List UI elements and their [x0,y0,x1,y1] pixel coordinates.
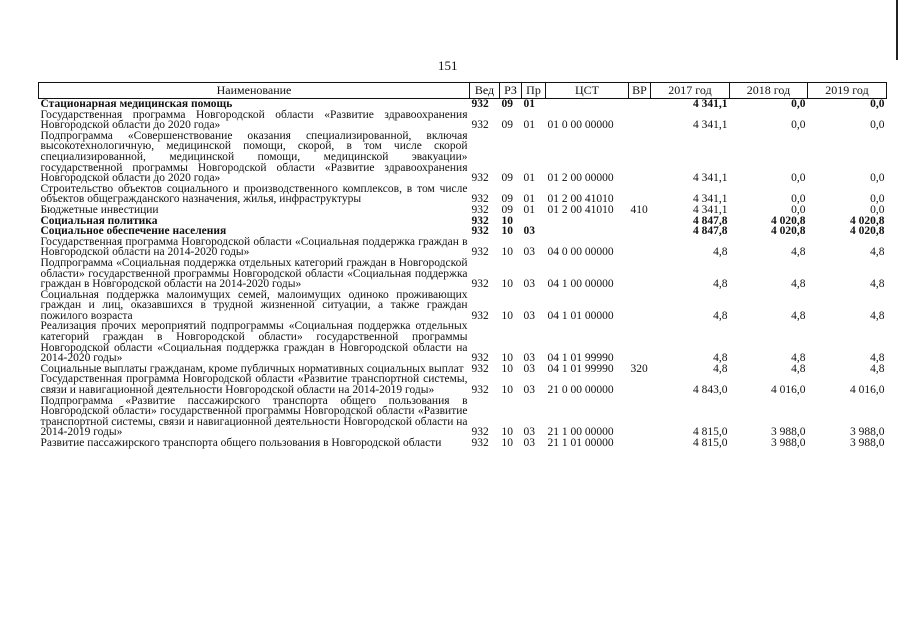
header-pr: Пр [522,83,546,99]
row-pr: 03 [523,278,535,291]
row-2017: 4,8 [713,309,728,322]
row-rz: 10 [501,437,513,449]
row-rz: 10 [501,426,513,439]
row-vr: 320 [630,362,648,375]
row-pr: 01 [523,172,535,185]
row-pr: 03 [523,437,535,449]
row-2019: 4 016,0 [850,384,885,397]
row-vr [629,290,651,322]
row-2019: 4,8 [870,246,885,259]
row-2019: 4,8 [870,278,885,291]
table-row [39,396,887,438]
row-vr [629,226,651,237]
row-cst: 21 1 00 00000 [547,426,614,439]
row-2017: 4 815,0 [693,426,728,439]
table-row [39,290,887,322]
row-2018: 3 988,0 [771,437,806,449]
page-number: 151 [438,58,458,73]
row-cst: 01 2 00 00000 [547,172,614,185]
header-cst: ЦСТ [546,83,629,99]
row-vr [629,258,651,290]
row-vr [629,184,651,205]
row-name: Строительство объектов социального и производственного комплексов, в том числе объектов общегражданского назначения, жилья, инфраструктуры [40,182,468,206]
row-name: Подпрограмма «Социальная поддержка отдельных категорий граждан в Новгородской области» государственной программы Новгородской области «Социальная поддержка граждан в Новгородской области на 2014-2020 годы» [40,256,468,291]
row-name: Реализация прочих мероприятий подпрограммы «Социальная поддержка отдельных категорий граждан в Новгородской области» государственной программы Новгородской области «Социальная поддержка граждан в Новгородской области на 2014-2020 годы» [40,320,468,365]
row-2018: 4,8 [791,362,806,375]
row-2018: 4,8 [791,352,806,365]
row-rz: 09 [501,172,513,185]
row-cst: 21 1 01 00000 [547,437,614,449]
row-cst: 01 2 00 41010 [547,193,614,206]
row-rz: 10 [501,214,513,227]
row-name: Подпрограмма «Совершенствование оказания специализированной, включая высокотехнологичную, медицинской помощи, скорой, в том числе скорой специализированной, медицинской помощи, медицинской эвакуации» государственной программы Новгородской области «Развитие здравоохранения Новгородской области до 2020 года» [40,129,468,185]
row-ved: 932 [471,172,489,185]
row-cst: 01 2 00 41010 [547,203,614,216]
row-cst: 04 1 01 00000 [547,309,614,322]
row-2018: 4,8 [791,246,806,259]
row-2017: 4 847,8 [693,214,728,227]
row-name: Государственная программа Новгородской области «Развитие здравоохранения Новгородской области до 2020 года» [40,108,468,132]
row-pr: 01 [523,193,535,206]
row-rz: 10 [501,225,513,238]
row-rz: 10 [501,362,513,375]
row-2018: 0,0 [791,98,806,110]
row-2019: 3 988,0 [850,426,885,439]
header-rz: РЗ [500,83,522,99]
row-pr: 01 [523,98,535,110]
row-2019: 4,8 [870,362,885,375]
table-row [39,321,887,363]
table-row [39,237,887,258]
row-rz: 09 [501,119,513,132]
row-vr [629,131,651,184]
row-name: Подпрограмма «Развитие пассажирского транспорта общего пользования в Новгородской области» государственной программы Новгородской области «Развитие транспортной системы, связи и навигационной деятельности Новгородской области на 2014-2019 годы» [40,394,468,439]
row-cst [546,216,629,227]
row-2018: 4,8 [791,278,806,291]
row-2017: 4 843,0 [693,384,728,397]
row-2018: 0,0 [791,203,806,216]
row-pr: 03 [523,352,535,365]
table-row [39,374,887,395]
row-2018: 0,0 [791,193,806,206]
row-2017: 4,8 [713,362,728,375]
header-ved: Вед [470,83,500,99]
row-2019: 4 020,8 [850,225,885,238]
row-2017: 4,8 [713,246,728,259]
row-cst: 01 0 00 00000 [547,119,614,132]
header-2018: 2018 год [730,83,808,99]
header-2017: 2017 год [651,83,730,99]
row-name: Развитие пассажирского транспорта общего пользования в Новгородской области [40,437,442,449]
row-rz: 09 [501,203,513,216]
header-2019: 2019 год [808,83,887,99]
row-2017: 4 815,0 [693,437,728,449]
row-2018: 3 988,0 [771,426,806,439]
row-2018: 4 020,8 [771,225,806,238]
table-row [39,99,887,110]
row-name: Социальные выплаты гражданам, кроме публичных нормативных социальных выплат [40,362,464,375]
table-row [39,131,887,184]
row-pr: 01 [523,119,535,132]
row-rz: 09 [501,193,513,206]
row-rz: 10 [501,384,513,397]
row-rz: 10 [501,352,513,365]
row-cst: 04 1 01 99990 [547,362,614,375]
row-ved: 932 [471,119,489,132]
budget-table [38,82,887,449]
row-2017: 4 341,1 [693,172,728,185]
row-vr [629,216,651,227]
row-2019: 4,8 [870,309,885,322]
row-2019: 0,0 [870,172,885,185]
row-pr: 01 [523,203,535,216]
row-ved: 932 [471,437,489,449]
row-ved: 932 [471,384,489,397]
row-rz: 09 [501,98,513,110]
row-ved: 932 [471,214,489,227]
row-2019: 0,0 [870,203,885,216]
row-2017: 4 341,1 [693,98,728,110]
margin-rule [896,0,898,60]
row-vr: 410 [630,203,648,216]
row-name: Бюджетные инвестиции [40,203,159,216]
row-pr: 03 [523,362,535,375]
row-ved: 932 [471,246,489,259]
row-2019: 0,0 [870,193,885,206]
row-pr: 03 [523,225,535,238]
header-vr: ВР [629,83,651,99]
table-body [39,99,887,449]
row-ved: 932 [471,225,489,238]
row-2019: 4,8 [870,352,885,365]
row-name: Социальная поддержка малоимущих семей, малоимущих одиноко проживающих граждан и лиц, оказавшихся в трудной жизненной ситуации, а также граждан пожилого возраста [40,288,468,322]
table-row [39,184,887,205]
row-pr: 03 [523,426,535,439]
table-row [39,110,887,131]
row-cst: 21 0 00 00000 [547,384,614,397]
row-rz: 10 [501,309,513,322]
row-cst [546,226,629,237]
row-vr [629,396,651,438]
row-rz: 10 [501,246,513,259]
row-cst: 04 1 00 00000 [547,278,614,291]
row-cst [546,99,629,110]
row-2017: 4 847,8 [693,225,728,238]
row-vr [629,321,651,363]
row-name: Стационарная медицинская помощь [40,98,233,110]
row-ved: 932 [471,278,489,291]
row-ved: 932 [471,362,489,375]
row-vr [629,438,651,449]
row-rz: 10 [501,278,513,291]
row-2017: 4,8 [713,352,728,365]
row-name: Государственная программа Новгородской области «Развитие транспортной системы, связи и навигационной деятельности Новгородской области на 2014-2019 годы» [40,373,468,397]
row-name: Социальное обеспечение населения [40,225,227,238]
row-2018: 4,8 [791,309,806,322]
row-2018: 4 020,8 [771,214,806,227]
row-vr [629,110,651,131]
row-2017: 4 341,1 [693,119,728,132]
row-cst: 04 0 00 00000 [547,246,614,259]
row-2018: 0,0 [791,119,806,132]
row-pr: 03 [523,384,535,397]
row-vr [629,99,651,110]
row-ved: 932 [471,193,489,206]
row-2018: 4 016,0 [771,384,806,397]
row-2019: 4 020,8 [850,214,885,227]
row-ved: 932 [471,352,489,365]
row-pr: 03 [523,309,535,322]
row-2019: 3 988,0 [850,437,885,449]
row-2017: 4 341,1 [693,193,728,206]
table-row [39,438,887,449]
header-name: Наименование [39,83,470,99]
row-name: Государственная программа Новгородской области «Социальная поддержка граждан в Новгородской области на 2014-2020 годы» [40,235,468,259]
row-vr [629,374,651,395]
row-ved: 932 [471,309,489,322]
row-ved: 932 [471,98,489,110]
row-2017: 4,8 [713,278,728,291]
row-2018: 0,0 [791,172,806,185]
row-name: Социальная политика [40,214,158,227]
row-pr: 03 [523,246,535,259]
row-cst: 04 1 01 99990 [547,352,614,365]
table-row [39,205,887,216]
row-2019: 0,0 [870,98,885,110]
row-vr [629,237,651,258]
row-2019: 0,0 [870,119,885,132]
row-2017: 4 341,1 [693,203,728,216]
row-ved: 932 [471,203,489,216]
table-row [39,258,887,290]
row-ved: 932 [471,426,489,439]
table-header-row [39,83,887,99]
